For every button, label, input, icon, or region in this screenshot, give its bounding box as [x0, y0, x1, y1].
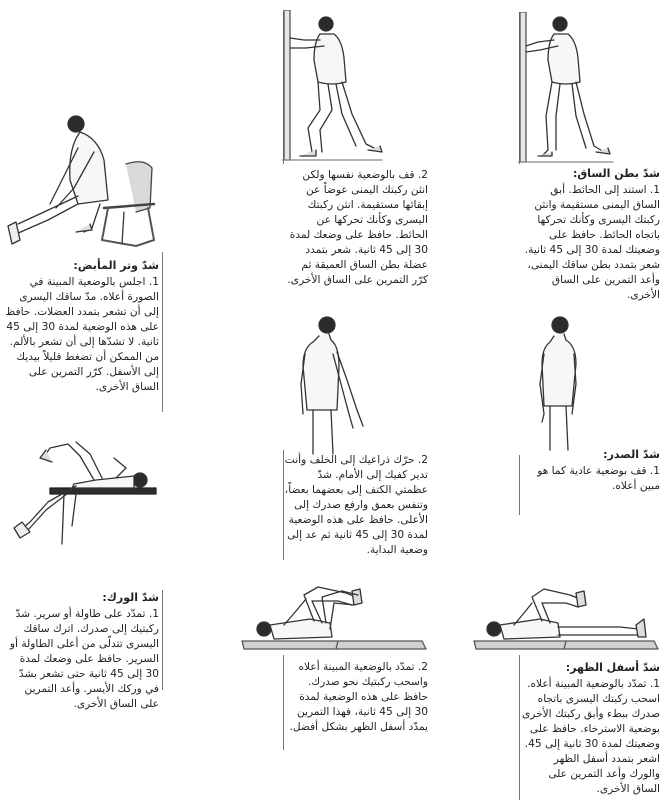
chest-stretch-2-illustration — [293, 314, 373, 456]
calf-stretch-section — [520, 166, 660, 303]
hip-stretch-illustration — [6, 436, 161, 546]
hip-heading: شدّ الورك: — [102, 591, 159, 604]
calf-heading: شدّ بطن الساق: — [572, 167, 660, 180]
chest-stretch-section — [520, 447, 660, 494]
lowback-step-1: 1. تمدّد بالوضعية المبينة أعلاه. اسحب ركبتك اليسرى باتجاه صدرك ببطء وأبق ركبتك الأخرى بوضعية الاسترخاء. حافظ على وضعيتك لمدة 30 ثانية إلى 45. اشعر بتمدد أسفل الظهر والورك وأعد التمرين على الساق الأخرى. — [521, 678, 660, 795]
lowback-heading: شدّ أسفل الظهر: — [565, 661, 660, 674]
lowback-stretch-2-illustration — [238, 583, 428, 655]
calf-step-2: 2. قف بالوضعية نفسها ولكن انثن ركبتك اليمنى عوضاً عن إبقائها مستقيمة. انثن ركبتك اليسرى وكأنك تحركها عن الحائط. حافظ على وضعك لمدة 30 إلى 45 ثانية. شعر بتمدد عضلة بطن الساق العميقة ثم كرّر التمرين على الساق الأخرى. — [287, 169, 428, 286]
hip-step-1: 1. تمدّد على طاولة أو سرير. شدّ ركبتيك إلى صدرك. اترك ساقك اليسرى تتدلّى من أعلى الطاولة أو السرير. حافظ على وضعك لمدة 30 إلى 45 ثانية حتى تشعر بشدّ في وركك الأيسر. وأعد التمرين على الساق الأخرى. — [9, 608, 159, 710]
calf-step-1: 1. استند إلى الحائط. أبق الساق اليمنى مستقيمة وانثن ركبتك اليسرى وكأنك تحركها باتجاه الحائط. حافظ على وضعيتك لمدة 30 إلى 45 ثانية. شعر بتمدد بطن ساقك اليمنى، وأعد التمرين على الساق الأخرى. — [524, 184, 660, 301]
hamstring-stretch-illustration — [4, 108, 159, 253]
chest-stretch-2-section — [284, 453, 428, 558]
chest-step-2: 2. حرّك ذراعيك إلى الخلف وأنت تدير كفيك إلى الأمام. شدّ عظمتي الكتف إلى بعضهما بعضاً، وتنفس بعمق وارفع صدرك إلى الأعلى. حافظ على هذه الوضعية لمدة 30 إلى 45 ثانية ثم عد إلى وضعية البداية. — [284, 454, 428, 556]
calf-stretch-1-illustration — [518, 12, 618, 164]
calf-stretch-2-section — [284, 168, 428, 288]
lowback-step-2: 2. تمدّد بالوضعية المبينة أعلاه واسحب ركبتيك نحو صدرك. حافظ على هذه الوضعية لمدة 30 إلى 45 ثانية، فهذا التمرين يمدّد أسفل الظهر بشكل أفضل. — [289, 661, 428, 733]
hamstring-step-1: 1. اجلس بالوضعية المبينة في الصورة أعلاه. مدّ ساقك اليسرى إلى أن تشعر بتمدد العضلات. حافظ على هذه الوضعية لمدة 30 إلى 45 ثانية. لا تشدّها إلى أن تشعر بالألم. من الممكن أن تضغط قليلاً بيديك إلى الأسفل. كرّر التمرين على الساق الأخرى. — [5, 276, 159, 393]
calf-stretch-2-illustration — [282, 10, 387, 165]
divider-left-bottom — [162, 590, 163, 690]
lowback-stretch-section — [520, 660, 660, 797]
hip-stretch-section — [4, 590, 159, 712]
chest-heading: شدّ الصدر: — [603, 448, 660, 461]
lowback-stretch-2-section — [284, 660, 428, 735]
hamstring-heading: شدّ وتر المأبض: — [73, 259, 159, 272]
chest-stretch-1-illustration — [530, 314, 585, 454]
divider-left-top — [162, 252, 163, 412]
lowback-stretch-1-illustration — [470, 583, 660, 655]
hamstring-stretch-section — [4, 258, 159, 395]
chest-step-1: 1. قف بوضعية عادية كما هو مبين أعلاه. — [537, 465, 660, 492]
